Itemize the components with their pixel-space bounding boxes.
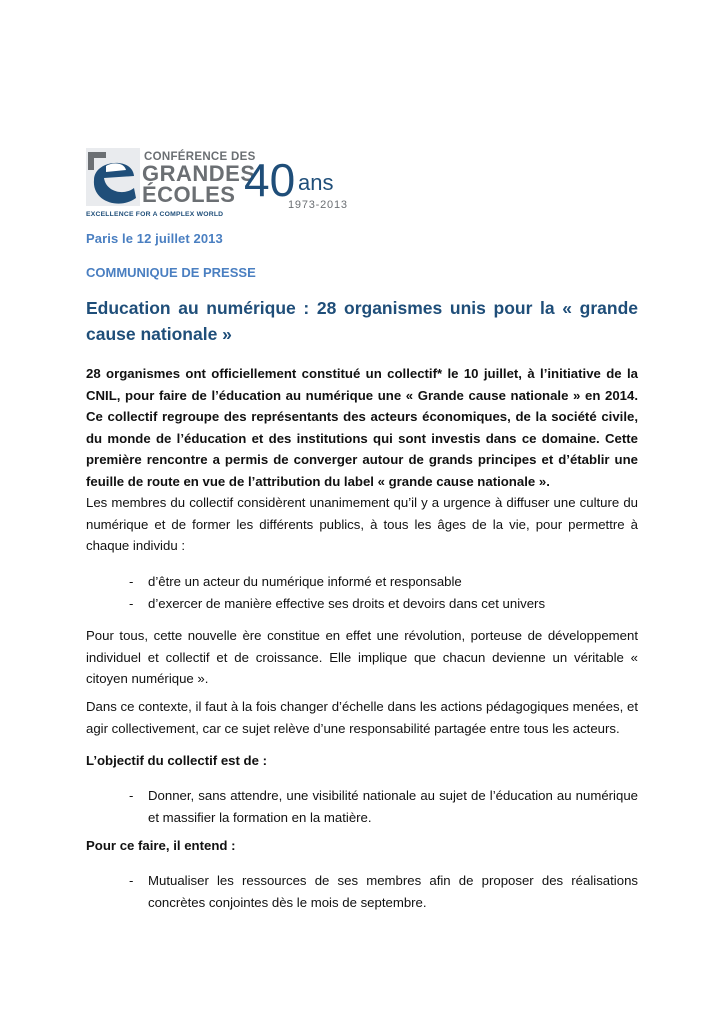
- cge-logo: [84, 140, 394, 218]
- bullet-text: Mutualiser les ressources de ses membres afin de proposer des réalisations concrètes conjointes dès le mois de septembre.: [148, 873, 638, 910]
- logo-anniversary-unit: ans: [298, 170, 334, 195]
- objective-heading: L’objectif du collectif est de :: [86, 753, 267, 768]
- list-item: [86, 593, 638, 615]
- means-heading: Pour ce faire, il entend :: [86, 838, 236, 853]
- bullet-dash: -: [129, 788, 134, 803]
- press-release-date: Paris le 12 juillet 2013: [86, 231, 223, 246]
- bullet-text: Donner, sans attendre, une visibilité nationale au sujet de l’éducation au numérique et massifier la formation en la matière.: [148, 788, 638, 825]
- list-item: [86, 870, 638, 913]
- logo-line3: ÉCOLES: [142, 182, 236, 207]
- press-release-label: COMMUNIQUE DE PRESSE: [86, 265, 256, 280]
- paragraph-context: Dans ce contexte, il faut à la fois changer d’échelle dans les actions pédagogiques menées, et agir collectivement, car ce sujet relève d’une responsabilité partagée entre tous les acteurs.: [86, 699, 638, 736]
- press-release-title: Education au numérique : 28 organismes unis pour la « grande cause nationale »: [86, 298, 638, 344]
- bullet-dash: -: [129, 595, 134, 611]
- bullet-dash: -: [129, 873, 134, 888]
- cge-emblem-icon: [86, 148, 140, 206]
- logo-anniversary-years: 1973-2013: [288, 199, 348, 211]
- logo-line2: GRANDES: [142, 161, 256, 186]
- cge-40-ans-logo-graphic: [84, 140, 394, 218]
- logo-line1: CONFÉRENCE DES: [144, 151, 256, 163]
- bullet-list-objective: [86, 785, 638, 828]
- paragraph-urgency: Les membres du collectif considèrent unanimement qu’il y a urgence à diffuser une culture du numérique et de former les différents publics, à tous les âges de la vie, pour permettre à chaque individu :: [86, 495, 638, 553]
- bullet-text: d’être un acteur du numérique informé et responsable: [148, 574, 462, 589]
- list-item: [86, 571, 638, 593]
- logo-anniversary-number: 40: [244, 154, 296, 206]
- paragraph-revolution: Pour tous, cette nouvelle ère constitue en effet une révolution, porteuse de développement individuel et collectif et de croissance. Elle implique que chacun devienne un véritable « citoyen numérique ».: [86, 628, 638, 686]
- bullet-list-means: [86, 870, 638, 913]
- bullet-text: d’exercer de manière effective ses droits et devoirs dans cet univers: [148, 595, 546, 611]
- bullet-dash: -: [129, 574, 134, 589]
- intro-paragraph: 28 organismes ont officiellement constitué un collectif* le 10 juillet, à l’initiative de la CNIL, pour faire de l’éducation au numérique une « Grande cause nationale » en 2014. Ce collectif regroupe des représentants des acteurs économiques, de la société civile, du monde de l’éducation et des institutions qui sont investis dans ce domaine. Cette première rencontre a permis de converger autour de grands principes et d’établir une feuille de route en vue de l’attribution du label « grande cause nationale ».: [86, 366, 638, 489]
- list-item: [86, 785, 638, 828]
- bullet-list-goals: [86, 571, 638, 614]
- logo-tagline: EXCELLENCE FOR A COMPLEX WORLD: [86, 211, 224, 218]
